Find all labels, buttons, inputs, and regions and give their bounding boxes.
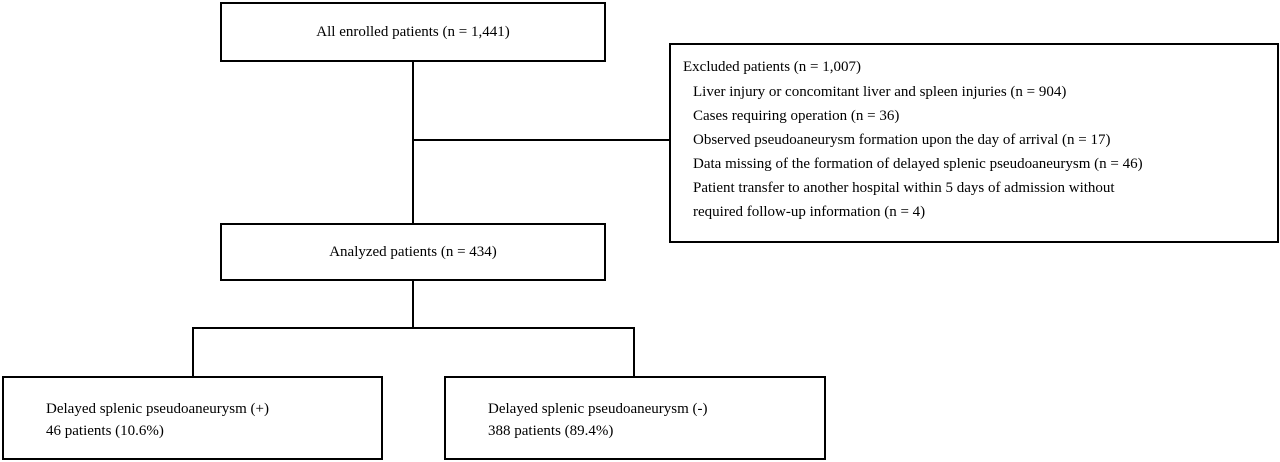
analyzed-patients-box	[220, 223, 606, 281]
outcome-positive-label: Delayed splenic pseudoaneurysm (+)	[46, 401, 269, 417]
excluded-item: Data missing of the formation of delayed splenic pseudoaneurysm (n = 46)	[693, 156, 1143, 172]
outcome-positive-count: 46 patients (10.6%)	[46, 423, 164, 439]
analyzed-patients-label: Analyzed patients (n = 434)	[329, 243, 497, 260]
excluded-item: required follow-up information (n = 4)	[693, 204, 926, 220]
connector-split-horizontal	[192, 327, 635, 329]
outcome-positive-box	[2, 376, 383, 460]
outcome-negative-count: 388 patients (89.4%)	[488, 423, 614, 439]
excluded-item: Patient transfer to another hospital within 5 days of admission without	[693, 180, 1115, 196]
connector-split-left	[192, 327, 194, 376]
connector-analyzed-split	[412, 281, 414, 328]
excluded-patients-box	[669, 43, 1279, 243]
excluded-item: Liver injury or concomitant liver and spleen injuries (n = 904)	[693, 84, 1067, 100]
outcome-negative-label: Delayed splenic pseudoaneurysm (-)	[488, 401, 708, 417]
enrolled-patients-label: All enrolled patients (n = 1,441)	[316, 23, 510, 40]
excluded-item: Cases requiring operation (n = 36)	[693, 108, 900, 124]
outcome-negative-box	[444, 376, 826, 460]
connector-to-excluded	[413, 139, 669, 141]
excluded-title: Excluded patients (n = 1,007)	[683, 59, 862, 75]
connector-enrolled-analyzed	[412, 62, 414, 223]
connector-split-right	[633, 327, 635, 376]
enrolled-patients-box	[220, 2, 606, 62]
excluded-item: Observed pseudoaneurysm formation upon the day of arrival (n = 17)	[693, 132, 1111, 148]
